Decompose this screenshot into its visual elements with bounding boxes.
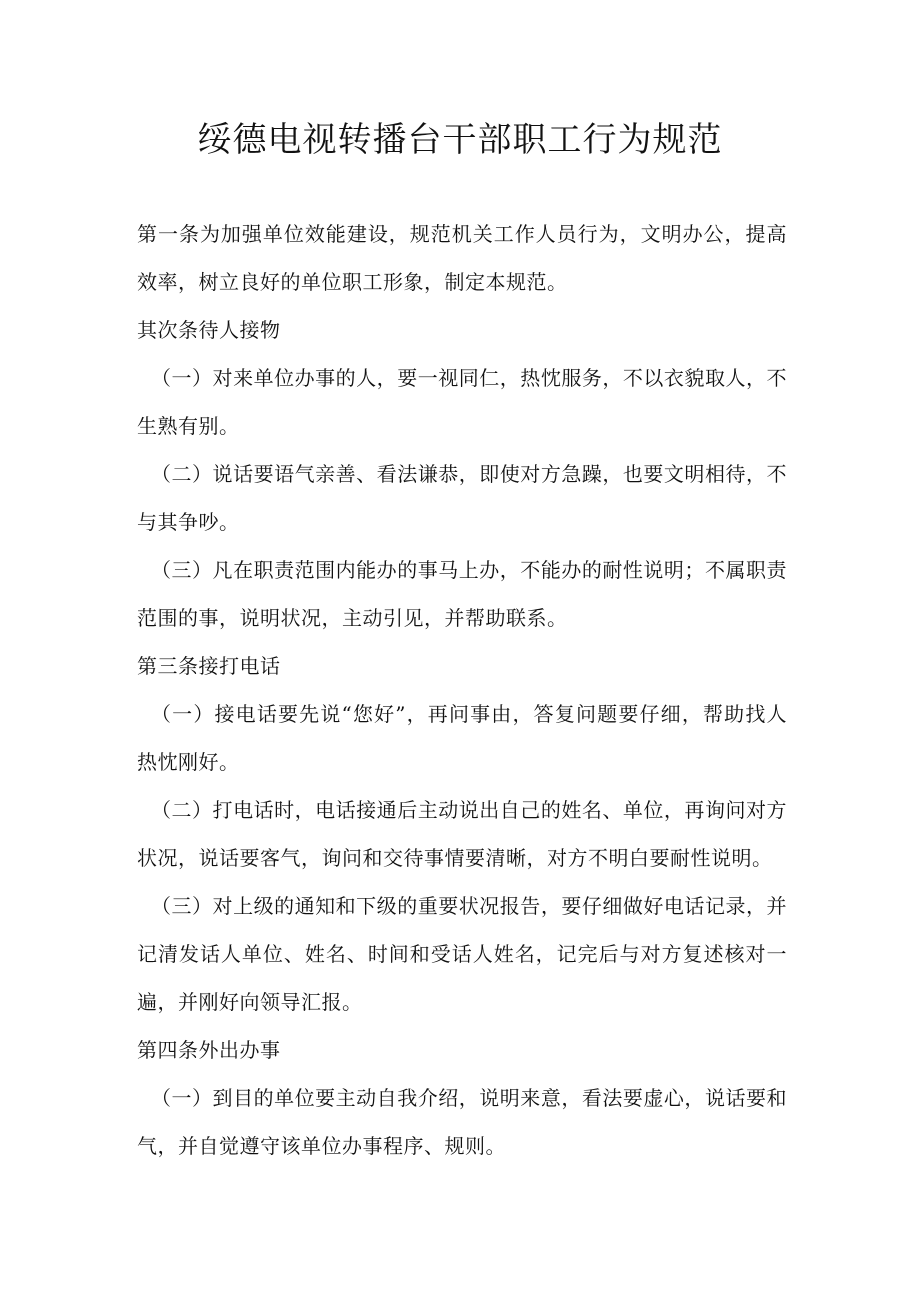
article-2-item-2: （二）说话要语气亲善、看法谦恭，即使对方急躁，也要文明相待，不与其争吵。 [137,462,787,534]
article-2-item-3: （三）凡在职责范围内能办的事马上办，不能办的耐性说明；不属职责范围的事，说明状况，主动引见，并帮助联系。 [137,558,787,630]
article-3-heading: 第三条接打电话 [137,654,281,678]
article-3-item-2: （二）打电话时，电话接通后主动说出自己的姓名、单位，再询问对方状况，说话要客气，询问和交待事情要清晰，对方不明白要耐性说明。 [137,798,787,870]
article-3-item-3: （三）对上级的通知和下级的重要状况报告，要仔细做好电话记录，并记清发话人单位、姓名、时间和受话人姓名，记完后与对方复述核对一遍，并刚好向领导汇报。 [137,894,787,1014]
article-2-heading: 其次条待人接物 [137,318,281,342]
document-body [137,210,787,1170]
article-2-item-1: （一）对来单位办事的人，要一视同仁，热忱服务，不以衣貌取人，不生熟有别。 [137,366,787,438]
article-1-paragraph: 第一条为加强单位效能建设，规范机关工作人员行为，文明办公，提高效率，树立良好的单位职工形象，制定本规范。 [137,222,787,294]
article-4-item-1: （一）到目的单位要主动自我介绍，说明来意，看法要虚心，说话要和气，并自觉遵守该单位办事程序、规则。 [137,1086,787,1158]
article-4-heading: 第四条外出办事 [137,1038,281,1062]
document-title: 绥德电视转播台干部职工行为规范 [197,120,723,160]
article-3-item-1: （一）接电话要先说“您好”，再问事由，答复问题要仔细，帮助找人热忱刚好。 [137,702,787,774]
